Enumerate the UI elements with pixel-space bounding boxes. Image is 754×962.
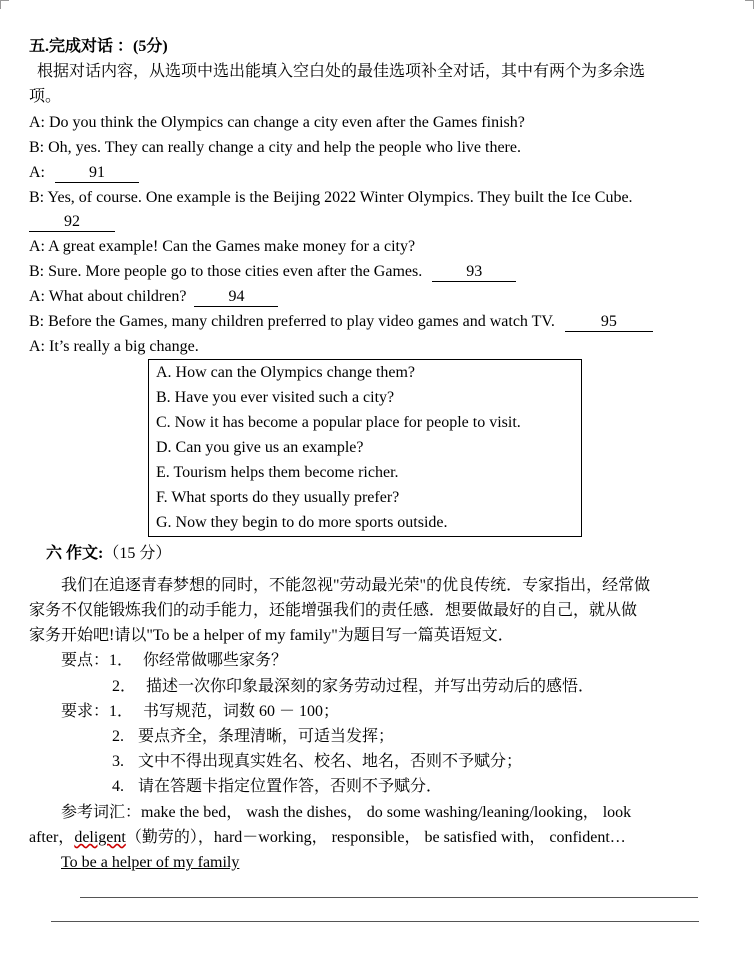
essay-prompt-line1: 我们在追逐青春梦想的同时，不能忽视"劳动最光荣"的优良传统．专家指出，经常做 — [61, 577, 651, 594]
option-g: G. Now they begin to do more sports outside. — [156, 514, 448, 531]
req-2-text: 要点齐全，条理清晰，可适当发挥； — [138, 728, 395, 745]
blank-95[interactable]: 95 — [565, 313, 653, 332]
section6-title-label: 六 作文: — [46, 545, 104, 562]
vocabulary-line1: 参考词汇：make the bed， wash the dishes， do some washing/leaning/looking， look — [61, 804, 632, 821]
option-b: B. Have you ever visited such a city? — [156, 389, 395, 406]
dialogue-line-10: A: It’s really a big change. — [29, 338, 199, 355]
dialogue-text: B: Sure. More people go to those cities even after the Games. — [29, 263, 423, 280]
points-label: 要点：1． — [61, 652, 134, 669]
dialogue-line-4: B: Yes, of course. One example is the Beijing 2022 Winter Olympics. They built the Ice Cube. — [29, 189, 633, 206]
dialogue-line-7 — [29, 262, 516, 282]
req-3-text: 文中不得出现真实姓名、校名、地名，否则不予赋分； — [138, 753, 523, 770]
blank-94[interactable]: 94 — [194, 288, 278, 307]
essay-point-1 — [61, 651, 287, 671]
option-d: D. Can you give us an example? — [156, 439, 364, 456]
options-box — [148, 359, 582, 537]
dialogue-line-6: A: A great example! Can the Games make money for a city? — [29, 238, 416, 255]
dialogue-line-3 — [29, 163, 139, 183]
point-2-number: 2． — [112, 678, 137, 695]
essay-prompt-line2: 家务不仅能锻炼我们的动手能力，还能增强我们的责任感．想要做最好的自己，就从做 — [29, 602, 638, 619]
requirements-label: 要求：1． — [61, 703, 134, 720]
dialogue-line-2: B: Oh, yes. They can really change a city and help the people who live there. — [29, 139, 521, 156]
page-corner-mark-right — [745, 0, 754, 9]
vocab-after: after， — [29, 829, 75, 846]
essay-req-2 — [112, 727, 394, 747]
answer-line-2[interactable] — [51, 921, 699, 922]
option-c: C. Now it has become a popular place for people to visit. — [156, 414, 521, 431]
option-a: A. How can the Olympics change them? — [156, 364, 416, 381]
section5-title: 五.完成对话 ：(5分) — [29, 38, 168, 55]
vocabulary-line2 — [29, 828, 626, 848]
point-2-text: 描述一次你印象最深刻的家务劳动过程，并写出劳动后的感悟． — [146, 678, 595, 695]
section5-instruction-line2: 项。 — [29, 88, 62, 105]
dialogue-line-5 — [29, 212, 115, 232]
dialogue-text: B: Before the Games, many children preferred to play video games and watch TV. — [29, 313, 555, 330]
req-4-number: 4. — [112, 778, 124, 795]
dialogue-line-1: A: Do you think the Olympics can change a city even after the Games finish? — [29, 114, 525, 131]
point-1-text: 你经常做哪些家务？ — [143, 652, 288, 669]
dialogue-speaker: A: — [29, 164, 45, 181]
option-e: E. Tourism helps them become richer. — [156, 464, 399, 481]
req-2-number: 2. — [112, 728, 124, 745]
blank-92[interactable]: 92 — [29, 213, 115, 232]
answer-line-1[interactable] — [80, 897, 698, 898]
essay-req-1 — [61, 702, 339, 722]
essay-req-3 — [112, 752, 522, 772]
req-3-number: 3. — [112, 753, 124, 770]
vocab-misspelled-word: deligent — [74, 829, 126, 846]
blank-93[interactable]: 93 — [432, 263, 516, 282]
option-f: F. What sports do they usually prefer? — [156, 489, 400, 506]
essay-title: To be a helper of my family — [61, 854, 240, 871]
vocab-rest: （勤劳的），hard－working， responsible， be satisfied with， confident… — [125, 829, 626, 846]
section6-title-score: （15 分） — [103, 545, 172, 562]
dialogue-line-8 — [29, 287, 278, 307]
blank-91[interactable]: 91 — [55, 164, 139, 183]
section6-title — [46, 544, 171, 564]
essay-point-2 — [112, 677, 594, 697]
dialogue-text: A: What about children? — [29, 288, 187, 305]
section5-instruction-line1: 根据对话内容，从选项中选出能填入空白处的最佳选项补全对话，其中有两个为多余选 — [37, 63, 646, 80]
essay-req-4 — [112, 777, 442, 797]
req-1-text: 书写规范，词数 60 － 100； — [143, 703, 340, 720]
req-4-text: 请在答题卡指定位置作答，否则不予赋分． — [138, 778, 443, 795]
dialogue-line-9 — [29, 312, 653, 332]
essay-prompt-line3: 家务开始吧!请以"To be a helper of my family"为题目写一篇英语短文． — [29, 627, 514, 644]
page-corner-mark-left — [0, 0, 9, 9]
